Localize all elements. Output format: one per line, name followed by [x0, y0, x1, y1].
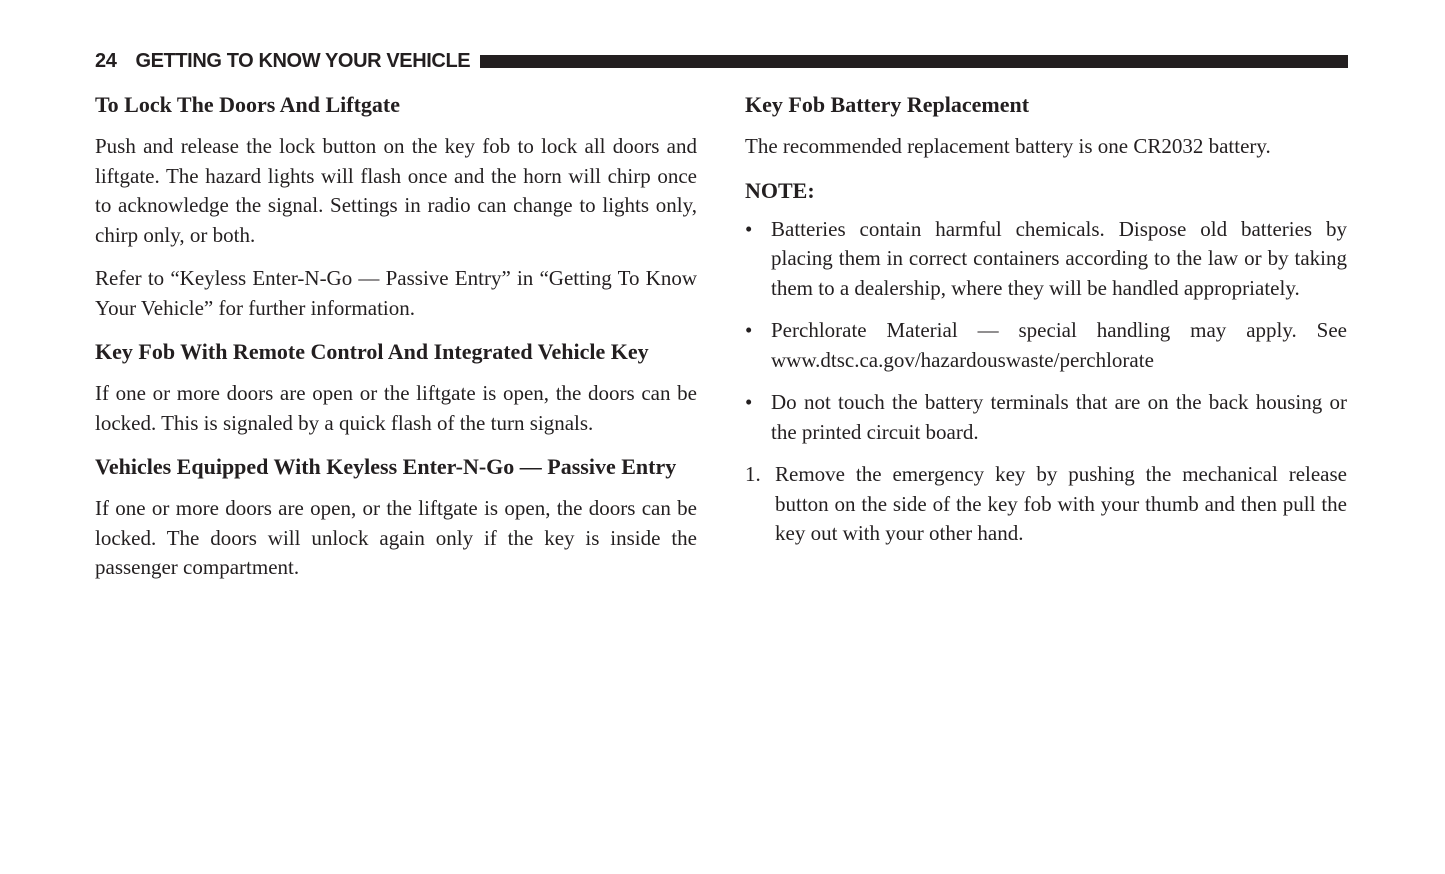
- bullet-marker: •: [745, 390, 753, 414]
- paragraph-key-fob-remote: If one or more doors are open or the liftgate is open, the doors can be locked. This is signaled by a quick flash of the turn signals.: [95, 381, 697, 435]
- section-heading-battery-replacement: Key Fob Battery Replacement: [745, 92, 1030, 117]
- section-heading-keyless-enter-n-go: Vehicles Equipped With Keyless Enter-N-Go — Passive Entry: [95, 454, 677, 479]
- bullet-marker: •: [745, 318, 753, 342]
- bullet-text-terminals: Do not touch the battery terminals that are on the back housing or the printed circuit board.: [771, 390, 1347, 444]
- bullet-marker: •: [745, 216, 753, 241]
- paragraph-lock-doors: Push and release the lock button on the key fob to lock all doors and liftgate. The hazard lights will flash once and the horn will chirp once to acknowledge the signal. Settings in radio can change to lights only, chirp only, or both.: [95, 134, 697, 247]
- step-number: 1.: [745, 462, 761, 486]
- note-bullet-list: [745, 215, 1347, 448]
- right-column: [745, 90, 1347, 597]
- paragraph-battery-replacement: The recommended replacement battery is one CR2032 battery.: [745, 134, 1271, 158]
- paragraph-refer-keyless: Refer to “Keyless Enter-N-Go — Passive Entry” in “Getting To Know Your Vehicle” for further information.: [95, 266, 697, 320]
- section-heading-key-fob-remote: Key Fob With Remote Control And Integrated Vehicle Key: [95, 339, 649, 364]
- step-item-remove-key: [745, 460, 1347, 549]
- note-label: NOTE:: [745, 177, 815, 203]
- bullet-text-batteries: Batteries contain harmful chemicals. Dispose old batteries by placing them in correct containers according to the law or by taking them to a dealership, where they will be handled appropriately.: [771, 216, 1347, 300]
- header-bar-divider: [480, 55, 1348, 68]
- left-column: [95, 90, 697, 597]
- section-heading-lock-doors: To Lock The Doors And Liftgate: [95, 92, 400, 117]
- running-title: GETTING TO KNOW YOUR VEHICLE: [135, 50, 471, 72]
- bullet-item-batteries: [745, 215, 1347, 304]
- bullet-item-terminals: [745, 388, 1347, 447]
- two-column-layout: [95, 90, 1348, 597]
- running-header: [95, 50, 1348, 73]
- bullet-text-perchlorate: Perchlorate Material — special handling may apply. See www.dtsc.ca.gov/hazardouswaste/perchlorate: [771, 318, 1347, 372]
- bullet-item-perchlorate: [745, 316, 1347, 375]
- page-number: 24: [95, 50, 117, 72]
- paragraph-keyless-enter-n-go: If one or more doors are open, or the liftgate is open, the doors can be locked. The doors will unlock again only if the key is inside the passenger compartment.: [95, 496, 697, 579]
- step-text-remove-key: Remove the emergency key by pushing the mechanical release button on the side of the key fob with your thumb and then pull the key out with your other hand.: [775, 462, 1347, 545]
